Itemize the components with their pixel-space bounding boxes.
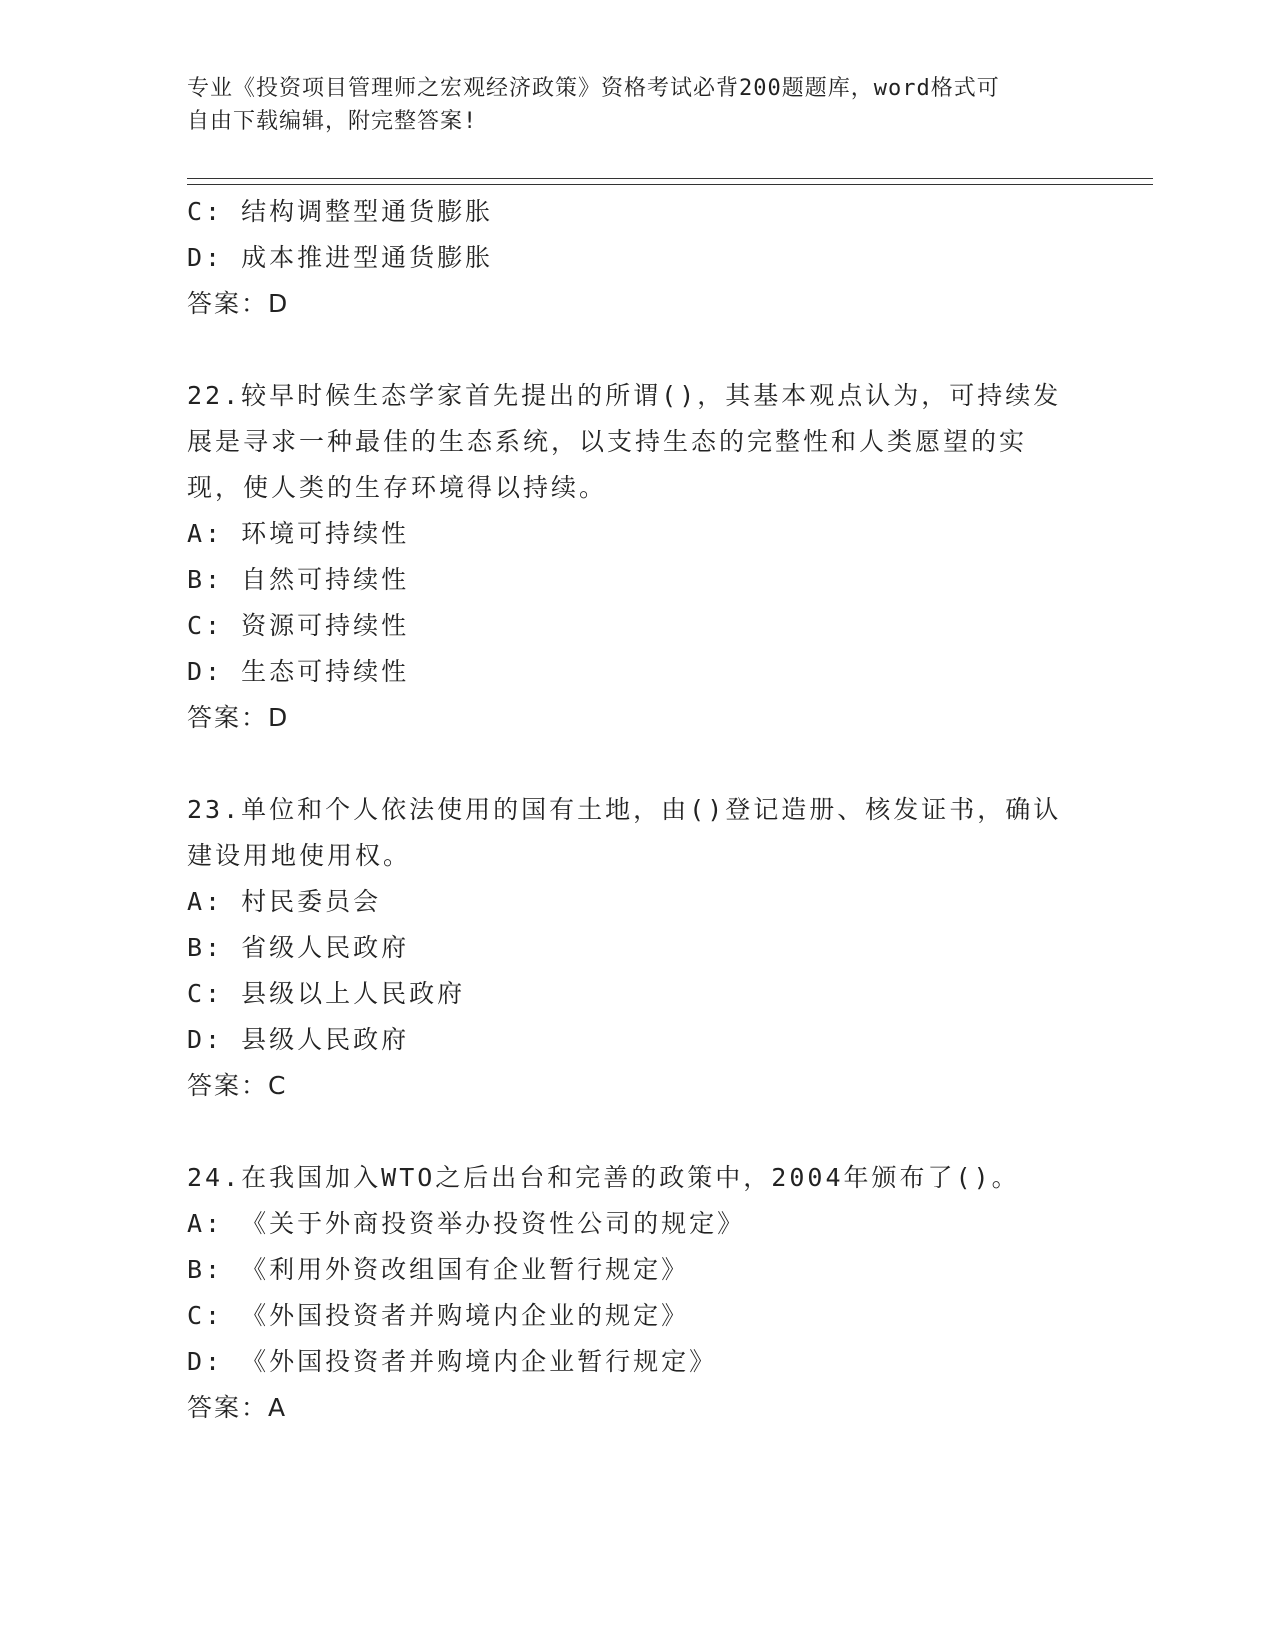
option-b: B: 自然可持续性 xyxy=(187,565,410,594)
document-header xyxy=(187,72,1067,138)
option-a: A: 环境可持续性 xyxy=(187,519,410,548)
answer: 答案：C xyxy=(187,1071,288,1100)
header-line-2: 自由下载编辑，附完整答案! xyxy=(187,109,478,134)
carry-over-question xyxy=(187,189,1087,327)
question-text-line: 现，使人类的生存环境得以持续。 xyxy=(187,473,608,502)
spacer xyxy=(187,327,1087,373)
option-d: D: 《外国投资者并购境内企业暂行规定》 xyxy=(187,1347,718,1376)
header-line-1: 专业《投资项目管理师之宏观经济政策》资格考试必背200题题库，word格式可 xyxy=(187,76,1000,101)
question-23 xyxy=(187,787,1087,1109)
option-b: B: 省级人民政府 xyxy=(187,933,410,962)
question-24 xyxy=(187,1155,1087,1431)
question-text-line: 23.单位和个人依法使用的国有土地，由()登记造册、核发证书，确认 xyxy=(187,795,1062,824)
option-b: B: 《利用外资改组国有企业暂行规定》 xyxy=(187,1255,690,1284)
question-text-line: 22.较早时候生态学家首先提出的所谓()，其基本观点认为，可持续发 xyxy=(187,381,1062,410)
option-a: A: 村民委员会 xyxy=(187,887,382,916)
option-d: D: 县级人民政府 xyxy=(187,1025,410,1054)
question-list xyxy=(187,189,1087,1431)
answer: 答案：D xyxy=(187,703,290,732)
question-text-line: 建设用地使用权。 xyxy=(187,841,412,870)
question-text-line: 24.在我国加入WTO之后出台和完善的政策中，2004年颁布了()。 xyxy=(187,1163,1020,1192)
answer: 答案：A xyxy=(187,1393,288,1422)
spacer xyxy=(187,741,1087,787)
question-22 xyxy=(187,373,1087,741)
option-c: C: 《外国投资者并购境内企业的规定》 xyxy=(187,1301,690,1330)
question-text-line: 展是寻求一种最佳的生态系统，以支持生态的完整性和人类愿望的实 xyxy=(187,427,1028,456)
option-d: D: 生态可持续性 xyxy=(187,657,410,686)
option-c: C: 结构调整型通货膨胀 xyxy=(187,197,494,226)
spacer xyxy=(187,1109,1087,1155)
option-d: D: 成本推进型通货膨胀 xyxy=(187,243,494,272)
header-divider-top xyxy=(187,178,1153,179)
answer: 答案：D xyxy=(187,289,290,318)
option-c: C: 县级以上人民政府 xyxy=(187,979,466,1008)
option-a: A: 《关于外商投资举办投资性公司的规定》 xyxy=(187,1209,746,1238)
option-c: C: 资源可持续性 xyxy=(187,611,410,640)
header-divider-bottom xyxy=(187,184,1153,185)
